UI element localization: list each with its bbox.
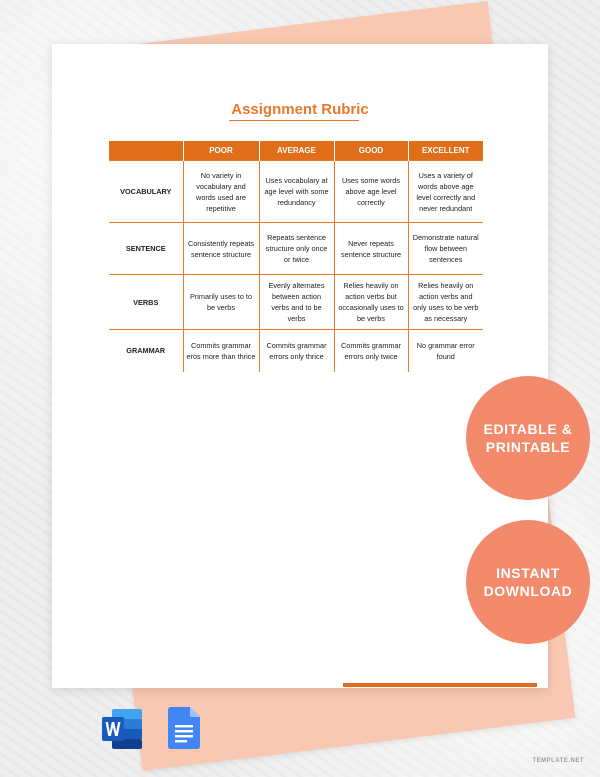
rubric-table bbox=[109, 141, 483, 372]
rubric-cell: Relies heavily on action verbs and only uses to be verb as necessary bbox=[408, 275, 483, 330]
header-empty bbox=[109, 141, 183, 161]
rubric-cell: Commits grammar errors only thrice bbox=[259, 330, 334, 372]
editable-printable-badge bbox=[466, 376, 590, 500]
rubric-cell: Uses some words above age level correctly bbox=[334, 161, 408, 223]
header-excellent: EXCELLENT bbox=[408, 141, 483, 161]
google-docs-icon[interactable] bbox=[168, 707, 200, 749]
criterion-cell: VOCABULARY bbox=[109, 161, 183, 223]
rubric-row-grammar bbox=[109, 330, 483, 372]
criterion-cell: SENTENCE bbox=[109, 223, 183, 275]
instant-download-badge bbox=[466, 520, 590, 644]
rubric-cell: Uses a variety of words above age level correctly and never redundant bbox=[408, 161, 483, 223]
rubric-cell: No variety in vocabulary and words used are repetitive bbox=[183, 161, 259, 223]
rubric-cell: Consistently repeats sentence structure bbox=[183, 223, 259, 275]
rubric-cell: Primarily uses to to be verbs bbox=[183, 275, 259, 330]
rubric-cell: Uses vocabulary at age level with some redundancy bbox=[259, 161, 334, 223]
footer-accent-bar bbox=[343, 683, 537, 687]
rubric-cell: No grammar error found bbox=[408, 330, 483, 372]
rubric-cell: Commits grammar eros more than thrice bbox=[183, 330, 259, 372]
criterion-cell: GRAMMAR bbox=[109, 330, 183, 372]
rubric-cell: Demonstrate natural flow between sentences bbox=[408, 223, 483, 275]
word-icon[interactable] bbox=[100, 707, 144, 751]
rubric-row-sentence bbox=[109, 223, 483, 275]
title-underline bbox=[229, 120, 359, 121]
badge-line: INSTANT bbox=[496, 565, 560, 581]
rubric-cell: Evenly alternates between action verbs and to be verbs bbox=[259, 275, 334, 330]
rubric-cell: Relies heavily on action verbs but occasionally uses to be verbs bbox=[334, 275, 408, 330]
header-good: GOOD bbox=[334, 141, 408, 161]
rubric-header-row bbox=[109, 141, 483, 161]
rubric-row-verbs bbox=[109, 275, 483, 330]
criterion-cell: VERBS bbox=[109, 275, 183, 330]
document-title: Assignment Rubric bbox=[231, 101, 369, 118]
rubric-row-vocabulary bbox=[109, 161, 483, 223]
rubric-cell: Commits grammar errors only twice bbox=[334, 330, 408, 372]
rubric-cell: Repeats sentence structure only once or twice bbox=[259, 223, 334, 275]
rubric-cell: Never repeats sentence structure bbox=[334, 223, 408, 275]
header-poor: POOR bbox=[183, 141, 259, 161]
badge-line: DOWNLOAD bbox=[483, 583, 573, 599]
watermark: TEMPLATE.NET bbox=[532, 758, 584, 764]
badge-line: EDITABLE & bbox=[483, 421, 573, 437]
badge-line: PRINTABLE bbox=[485, 439, 571, 455]
header-average: AVERAGE bbox=[259, 141, 334, 161]
